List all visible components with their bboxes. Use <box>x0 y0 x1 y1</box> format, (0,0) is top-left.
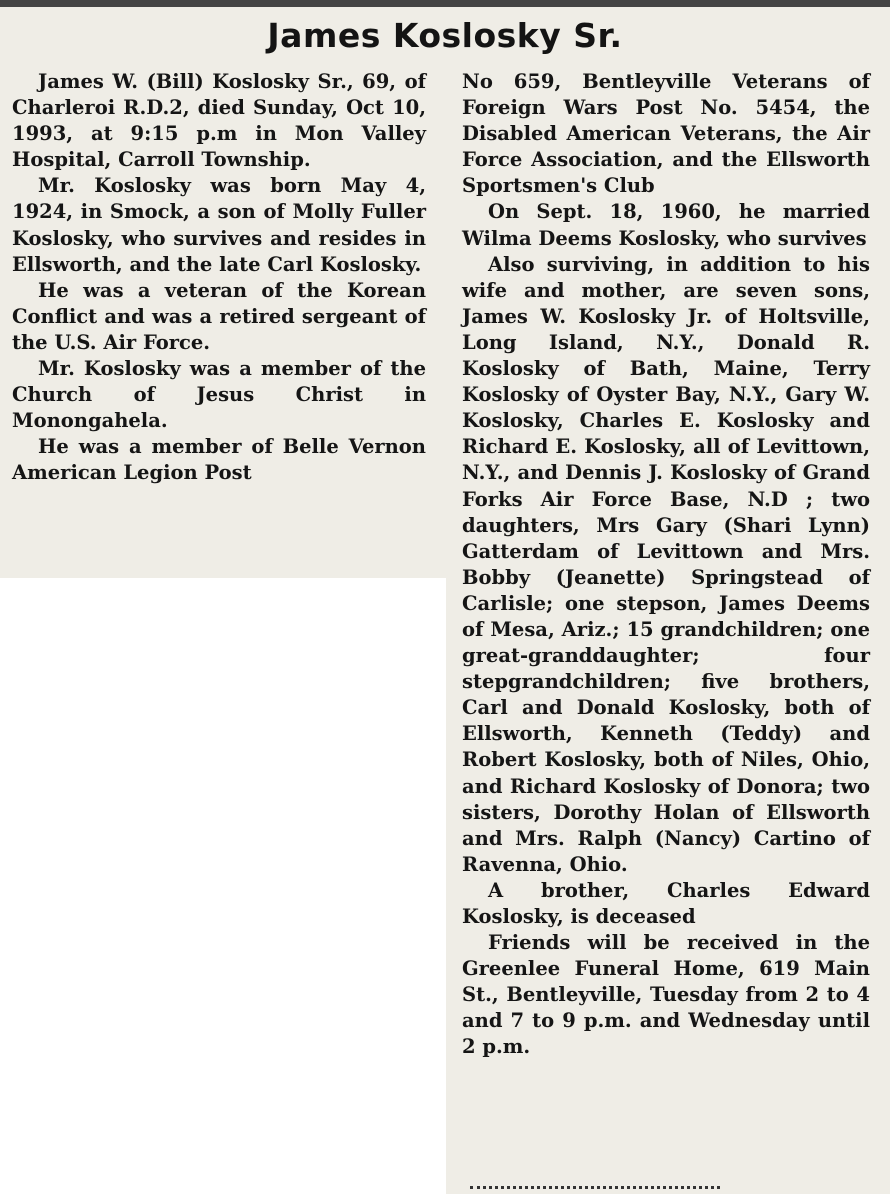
paragraph-death-notice: James W. (Bill) Koslosky Sr., 69, of Charleroi R.D.2, died Sunday, Oct 10, 1993, at 9:15 p.m in Mon Valley Hospital, Carroll Township. <box>12 70 426 172</box>
paragraph-military-service: He was a veteran of the Korean Conflict and was a retired sergeant of the U.S. Air Force. <box>12 278 426 354</box>
paragraph-deceased-brother: A brother, Charles Edward Koslosky, is deceased <box>462 878 870 928</box>
paragraph-survivors: Also surviving, in addition to his wife and mother, are seven sons, James W. Koslosky Jr. of Holtsville, Long Island, N.Y., Donald R. Koslosky of Bath, Maine, Terry Koslosky of Oyster Bay, N.Y., Gary W. Koslosky, Charles E. Koslosky and Richard E. Koslosky, all of Levittown, N.Y., and Dennis J. Koslosky of Grand Forks Air Force Base, N.D ; two daughters, Mrs Gary (Shari Lynn) Gatterdam of Levittown and Mrs. Bobby (Jeanette) Springstead of Carlisle; one stepson, James Deems of Mesa, Ariz.; 15 grandchildren; one great-granddaughter; four stepgrandchildren; five brothers, Carl and Donald Koslosky, both of Ellsworth, Kenneth (Teddy) and Robert Koslosky, both of Niles, Ohio, and Richard Koslosky of Donora; two sisters, Dorothy Holan of Ellsworth and Mrs. Ralph (Nancy) Cartino of Ravenna, Ohio. <box>462 252 870 876</box>
paragraph-marriage: On Sept. 18, 1960, he married Wilma Deems Koslosky, who survives <box>462 200 870 250</box>
paragraph-visitation: Friends will be received in the Greenlee Funeral Home, 619 Main St., Bentleyville, Tuesday from 2 to 4 and 7 to 9 p.m. and Wednesday until 2 p.m. <box>462 931 870 1059</box>
obituary-headline: James Koslosky Sr. <box>267 16 623 55</box>
right-column <box>462 69 870 1061</box>
paragraph-memberships-start: He was a member of Belle Vernon American Legion Post <box>12 435 426 485</box>
paragraph-church: Mr. Koslosky was a member of the Church of Jesus Christ in Monongahela. <box>12 357 426 433</box>
paragraph-birth: Mr. Koslosky was born May 4, 1924, in Smock, a son of Molly Fuller Koslosky, who survives and resides in Ellsworth, and the late Carl Koslosky. <box>12 174 426 276</box>
cut-off-next-line <box>470 1186 720 1197</box>
left-column <box>12 69 426 487</box>
top-rule <box>0 0 890 7</box>
paragraph-memberships-continued: No 659, Bentleyville Veterans of Foreign Wars Post No. 5454, the Disabled American Veterans, the Air Force Association, and the Ellsworth Sportsmen's Club <box>462 70 870 198</box>
